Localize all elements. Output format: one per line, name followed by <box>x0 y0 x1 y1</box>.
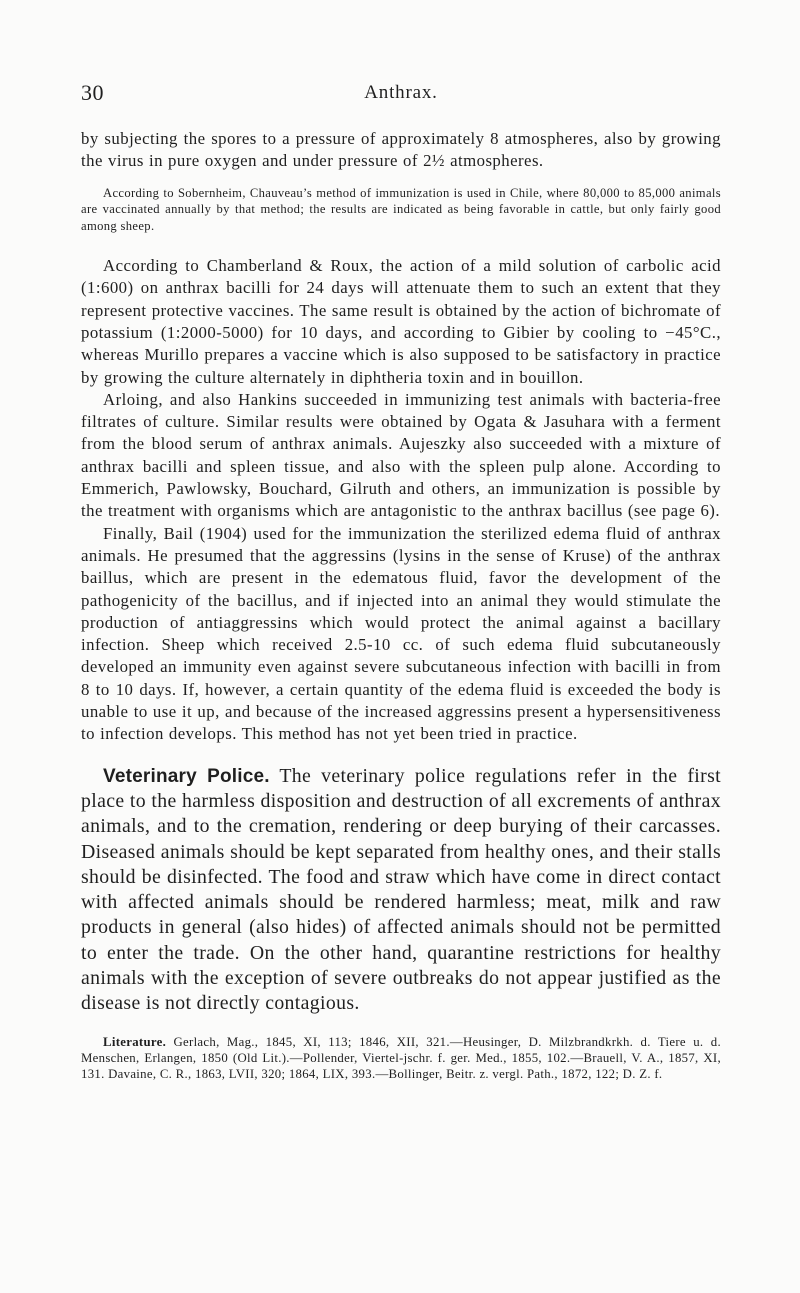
paragraph-continued: by subjecting the spores to a pressure of approximately 8 atmospheres, also by growing the virus in pure oxygen and under pressure of 2½ atmospheres. <box>81 129 721 171</box>
paragraph-bail: Finally, Bail (1904) used for the immunization the sterilized edema fluid of anthrax animals. He presumed that the aggressins (lysins in the sense of Kruse) of the anthrax baillus, which are present in the edematous fluid, favor the development of the pathogenicity of the bacillus, and if injected into an animal they would stimulate the production of antiaggressins which would protect the animal against a bacillary infection. Sheep which received 2.5-10 cc. of such edema fluid subcutaneously developed an immunity even against severe subcutaneous infection with bacilli in from 8 to 10 days. If, however, a certain quantity of the edema fluid is exceeded the body is unable to use it up, and because of the increased aggressins present a hypersensitiveness to infection develops. This method has not yet been tried in practice. <box>81 523 721 744</box>
paragraph-arloing: Arloing, and also Hankins succeeded in immunizing test animals with bacteria-free filtrates of culture. Similar results were obtained by Ogata & Jasuhara with a ferment from the blood serum of anthrax animals. Aujeszky also succeeded with a mixture of anthrax bacilli and spleen tissue, and also with the spleen pulp alone. According to Emmerich, Pawlowsky, Bouchard, Gilruth and others, an immunization is possible by the treatment with organisms which are antagonistic to the anthrax bacillus (see page 6). <box>81 389 721 521</box>
page-header <box>81 80 721 108</box>
page-content <box>81 128 721 1082</box>
section-text: The veterinary police regulations refer in the first place to the harmless disposition and destruction of all excrements of anthrax animals, and to the cremation, rendering or deep burying of their carcasses. Diseased animals should be kept separated from healthy ones, and their stalls should be disinfected. The food and straw which have come in direct contact with affected animals should be rendered harmless; meat, milk and raw products in general (also hides) of affected animals should not be permitted to enter the trade. On the other hand, quarantine restrictions for healthy animals with the exception of severe outbreaks do not appear justified as the disease is not directly contagious. <box>81 764 721 1015</box>
paragraph-small-print: According to Sobernheim, Chauveau’s method of immunization is used in Chile, where 80,000 to 85,000 animals are vaccinated annually by that method; the results are indicated as being favorable in cattle, but only fairly good among sheep. <box>81 185 721 233</box>
literature-text: Gerlach, Mag., 1845, XI, 113; 1846, XII, 321.—Heusinger, D. Milzbrandkrkh. d. Tiere u. d. Menschen, Erlangen, 1850 (Old Lit.).—Pollender, Viertel-jschr. f. ger. Med., 1855, 102.—Brauell, V. A., 1857, XI, 131. Davaine, C. R., 1863, LVII, 320; 1864, LIX, 393.—Bollinger, Beitr. z. vergl. Path., 1872, 122; D. Z. f. <box>81 1034 721 1081</box>
section-heading: Veterinary Police. <box>103 765 270 787</box>
section-veterinary-police <box>81 764 721 1017</box>
running-head: Anthrax. <box>364 82 438 103</box>
literature-references <box>81 1034 721 1083</box>
paragraph-chamberland-roux: According to Chamberland & Roux, the action of a mild solution of carbolic acid (1:600) on anthrax bacilli for 24 days will attenuate them to such an extent that they represent protective vaccines. The same result is obtained by the action of bichromate of potassium (1:2000-5000) for 10 days, and according to Gibier by cooling to −45°C., whereas Murillo prepares a vaccine which is also supposed to be satisfactory in practice by growing the culture alternately in diphtheria toxin and in bouillon. <box>81 256 721 387</box>
page-number: 30 <box>81 80 104 105</box>
literature-label: Literature. <box>103 1034 167 1049</box>
